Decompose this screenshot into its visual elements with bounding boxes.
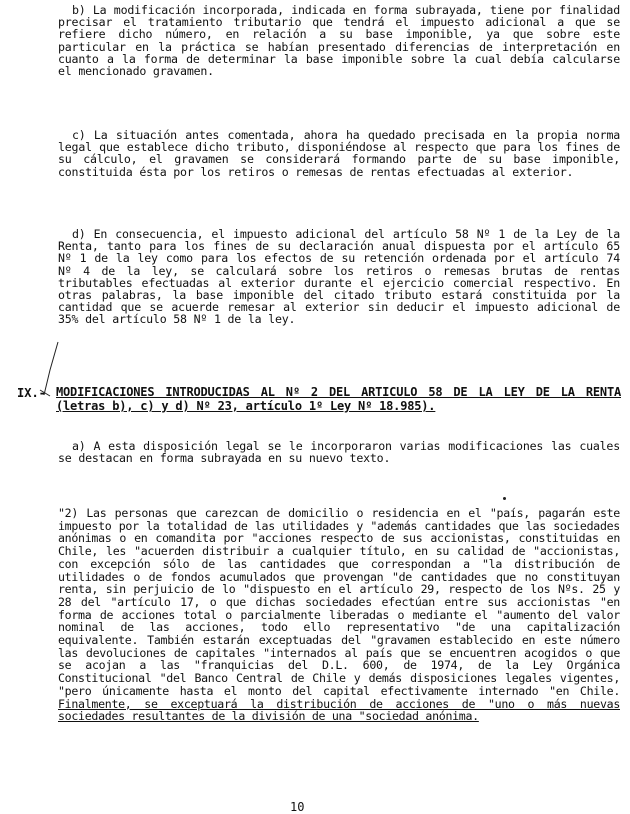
quoted-law-main: "2) Las personas que carezcan de domicilio o residencia en el "país, pagarán este impuesto por la totalidad de las utilidades y "además cantidades que las sociedades anónimas o en comandita por "acciones respecto de sus accionistas, constituidas en Chile, les "acuerden distribuir a cualquier título, en su calidad de "accionistas, con excepción sólo de las cantidades que correspondan a "la distribución de utilidades o de fondos acumulados que provengan "de cantidades que no constituyan renta, sin perjuicio de lo "dispuesto en el artículo 29, respecto de los Nºs. 25 y 28 del "artículo 17, o que dichas sociedades efectúan entre sus accionistas "en forma de acciones total o parcialmente liberadas o mediante el "aumento del valor nominal de las acciones, todo ello representativo "de una capitalización equivalente. También estarán exceptuadas del "gravamen establecido en este número las devoluciones de capitales "internados al país que se encuentren acogidos o que se acojan a las "franquicias del D.L. 600, de 1974, de la Ley Orgánica Constitucional "del Banco Central de Chile y demás disposiciones legales vigentes, "pero únicamente hasta el monto del capital efectivamente internado "en Chile. (58, 506, 620, 698)
paragraph-c: c) La situación antes comentada, ahora ha quedado precisada en la propia norma legal que establece dicho tributo, disponiéndose al respecto que para los fines de su cálculo, el gravamen se considerará formando parte de su base imponible, constituida ésta por los retiros o remesas de rentas efectuadas al exterior. (58, 128, 620, 179)
quoted-law-text (58, 507, 620, 723)
scan-speck (503, 497, 506, 500)
section-paragraph-a: a) A esta disposición legal se le incorporaron varias modificaciones las cuales se destacan en forma subrayada en su nuevo texto. (58, 439, 620, 466)
paragraph-b: b) La modificación incorporada, indicada en forma subrayada, tiene por finalidad precisar el tratamiento tributario que tendrá el impuesto adicional a que se refiere dicho número, en relación a su base imponible, ya que sobre este particular en la práctica se habían presentado diferencias de interpretación en cuanto a la forma de determinar la base imponible sobre la cual debía calcularse el mencionado gravamen. (58, 3, 620, 79)
quoted-law-underlined: Finalmente, se exceptuará la distribución de acciones de "uno o más nuevas sociedades resultantes de la división de una "sociedad anónima. (58, 696, 620, 724)
section-title: MODIFICACIONES INTRODUCIDAS AL Nº 2 DEL ARTICULO 58 DE LA LEY DE LA RENTA (letras b), c) y d) Nº 23, artículo 1º Ley Nº 18.985). (56, 385, 621, 413)
paragraph-d: d) En consecuencia, el impuesto adicional del artículo 58 Nº 1 de la Ley de la Renta, tanto para los fines de su declaración anual dispuesta por el artículo 65 Nº 1 de la ley como para los efectos de su retención ordenada por el artículo 74 Nº 4 de la ley, se calculará sobre los retiros o remesas brutas de rentas tributables efectuadas al exterior durante el ejercicio comercial respectivo. En otras palabras, la base imponible del citado tributo estará constituida por la cantidad que se acuerde remesar al exterior sin deducir el impuesto adicional de 35% del artículo 58 Nº 1 de la ley. (58, 227, 620, 327)
section-number: IX.- (17, 386, 46, 400)
page-number: 10 (290, 800, 305, 814)
